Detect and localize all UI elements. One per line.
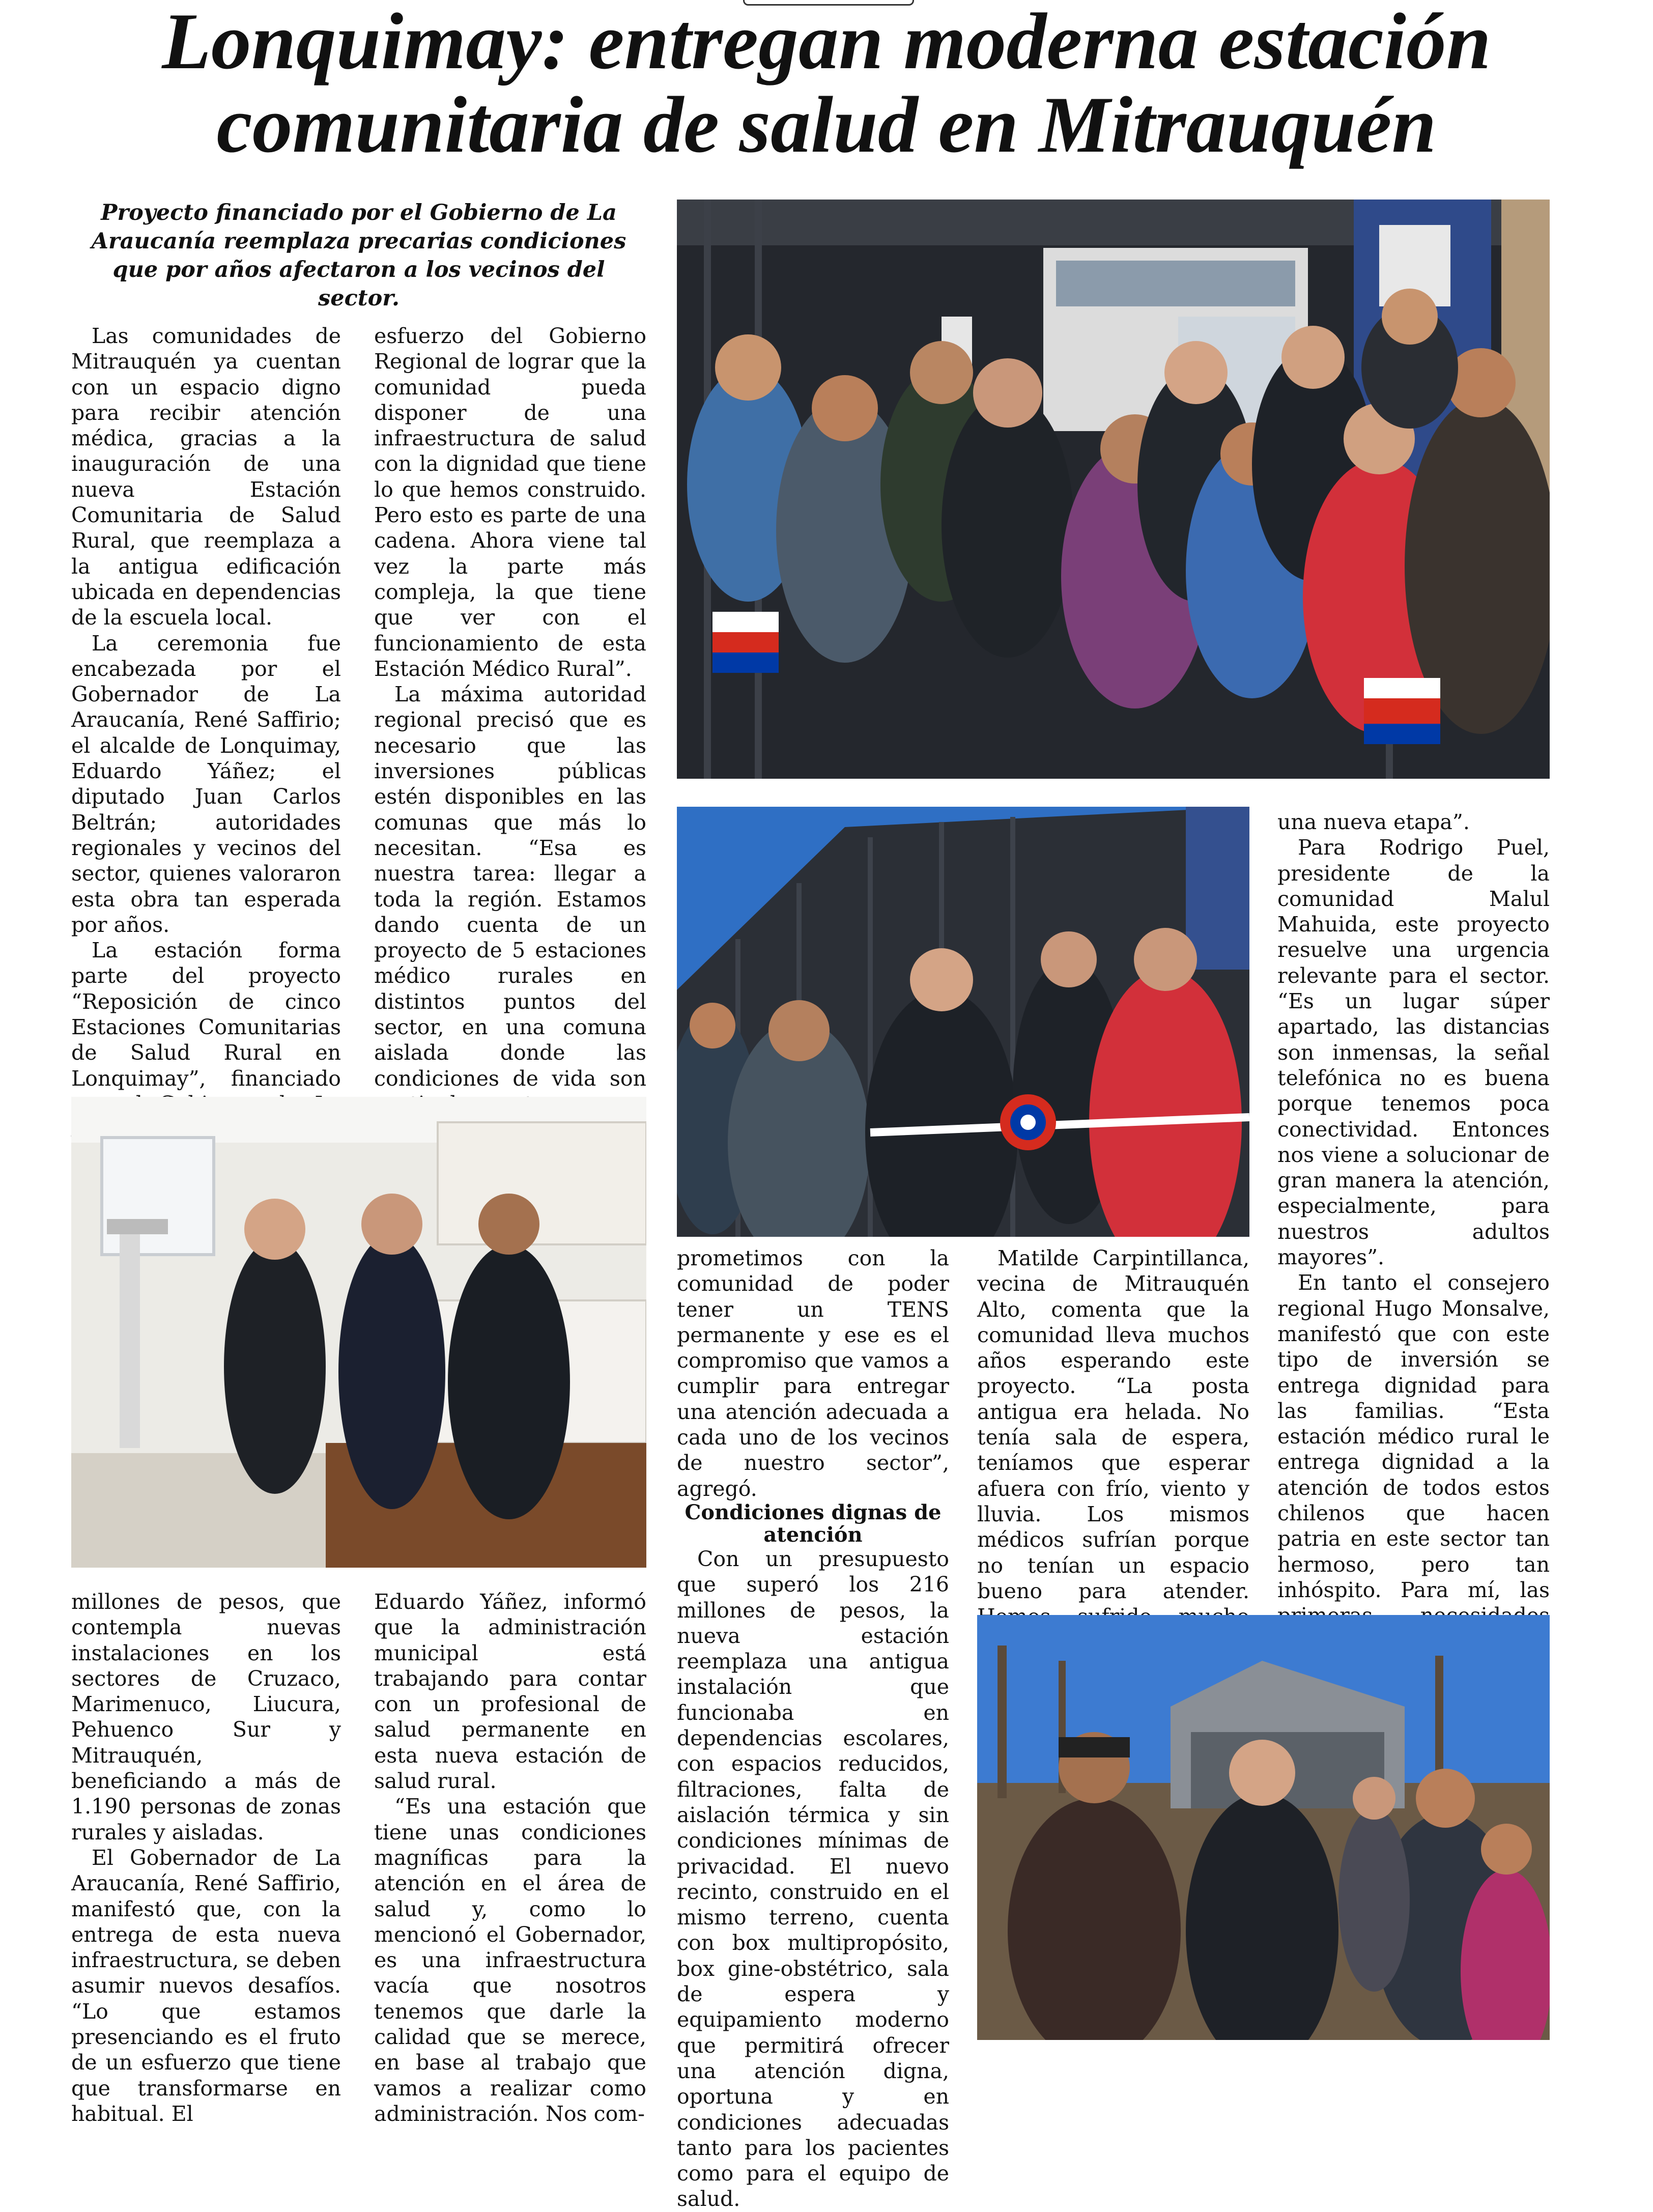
- lead-paragraph: Proyecto financiado por el Gobierno de La Araucanía reemplaza precarias condiciones que por años afectaron a los vecinos del sector.: [91, 200, 626, 311]
- headline: Lonquimay: entregan moderna estación comunitaria de salud en Mitrauquén: [162, 0, 1491, 169]
- photo-ribbon-cutting: [677, 807, 1249, 1237]
- article-column-2-top: [374, 323, 646, 1194]
- paragraph: La estación forma parte del proyecto “Reposición de cinco Estaciones Comunitarias de Salud Rural en Lonquimay”, financiado: [71, 938, 341, 1091]
- paragraph: prometimos con la comunidad de poder tener un TENS permanente y ese es el compromiso que vamos a cumplir para entregar una atención adecuada a cada uno de los vecinos de nuestro sector”, agregó.: [677, 1246, 949, 1501]
- paragraph: En tanto el consejero regional Hugo Monsalve, manifestó que con este tipo de inversión se entrega dignidad para las familias. “Esta estación médico rural le entrega dignidad a la atención de todos estos chilenos que hacen patria en este sector tan hermoso, pero tan inhóspito. Para mí, las: [1277, 1270, 1550, 1602]
- article-column-3-bottom: [677, 1245, 949, 2212]
- photo-handshake-outdoors: [977, 1615, 1550, 2040]
- paragraph: El Gobernador de La Araucanía, René Saffirio, manifestó que, con la entrega de esta nueva infraestructura, se deben asumir nuevos desafíos. “Lo que estamos presenciando es el fruto de un esfuerzo que tiene que transformarse en habitual. El: [71, 1845, 341, 2126]
- paragraph: Para Rodrigo Puel, presidente de la comunidad Malul Mahuida, este proyecto resuelve una urgencia relevante para el sector. “Es un lugar súper apartado, las distancias son inmensas, la señal telefónica no es buena porque tenemos poca conectividad. Entonces nos viene a solucionar de gran manera la atención, especialmente, para nuestros adultos mayores”.: [1277, 835, 1550, 1270]
- paragraph: La ceremonia fue encabezada por el Gobernador de La Araucanía, René Saffirio; el alcalde de Lonquimay, Eduardo Yáñez; el diputado Juan Carlos Beltrán; autoridades regionales y vecinos del sector, quienes valoraron esta obra tan esperada por años.: [71, 631, 341, 937]
- article-column-5: [1277, 809, 1550, 1705]
- paragraph: Con un presupuesto que superó los 216 millones de pesos, la nueva estación reemplaza una antigua instalación que funcionaba en dependencias escolares, con espacios reducidos, filtraciones, falta de aislación térmica y sin condiciones mínimas de privacidad. El nuevo recinto, construido en el mismo terreno, cuenta con box multipropósito, box gine-obstétrico, sala de espera y equipamiento moderno que permitirá ofrecer una atención digna, oportuna y en condiciones adecuadas tanto para los pacientes como para el equipo de salud.: [677, 1546, 949, 2211]
- paragraph: Matilde Carpintillanca, vecina de Mitrauquén Alto, comenta que la comunidad lleva muchos años esperando este proyecto. “La posta antigua era helada. No tenía sala de espera, teníamos que esperar afuera con frío, viento y lluvia. Los mismos médicos sufrían porque no tenían un espacio bueno para atender.: [977, 1246, 1249, 1603]
- article-column-1-bottom: [71, 1589, 341, 2126]
- paragraph: millones de pesos, que contempla nuevas instalaciones en los sectores de Cruzaco, Marimenuco, Liucura, Pehuenco Sur y Mitrauquén, beneficiando a más de 1.190 personas de zonas rurales y aisladas.: [71, 1590, 341, 1845]
- paragraph: esfuerzo del Gobierno Regional de lograr que la comunidad pueda disponer de una infraestructura de salud con la dignidad que tiene lo que hemos construido. Pero esto es parte de una cadena. Ahora viene tal vez la parte más compleja, la que tiene que ver con el funcionamiento de esta Estación Médico Rural”.: [374, 324, 646, 681]
- paragraph: Las comunidades de Mitrauquén ya cuentan con un espacio digno para recibir atención médica, gracias a la inauguración de una nueva Estación Comunitaria de Salud Rural, que reemplaza a la antigua edificación ubicada en dependencias de la escuela local.: [71, 324, 341, 630]
- article-column-1-top: [71, 323, 341, 1194]
- paragraph: Eduardo Yáñez, informó que la administración municipal está trabajando para contar con un profesional de salud permanente en esta nueva estación de salud rural.: [374, 1590, 646, 1794]
- photo-clinic-interior: [71, 1097, 646, 1568]
- article-column-2-bottom: [374, 1589, 646, 2126]
- paragraph: una nueva etapa”.: [1277, 810, 1470, 834]
- paragraph: “Es una estación que tiene unas condiciones magníficas para la atención en el área de salud y, como lo mencionó el Gobernador, es una infraestructura vacía que nosotros tenemos que darle la calidad que se merece, en base al trabajo que vamos a realizar como administración. Nos com-: [374, 1794, 646, 2126]
- paragraph: La máxima autoridad regional precisó que es necesario que las inversiones públicas estén disponibles en las comunas que más lo necesitan. “Esa es nuestra tarea: llegar a toda la región. Estamos dando cuenta de un proyecto de 5 estaciones médico rurales en distintos puntos del sector, en una comuna aislada donde las condiciones de vida son: [374, 682, 646, 1091]
- photo-group-entrance: [677, 200, 1550, 779]
- section-subheading: Condiciones dignas de atención: [685, 1500, 942, 1547]
